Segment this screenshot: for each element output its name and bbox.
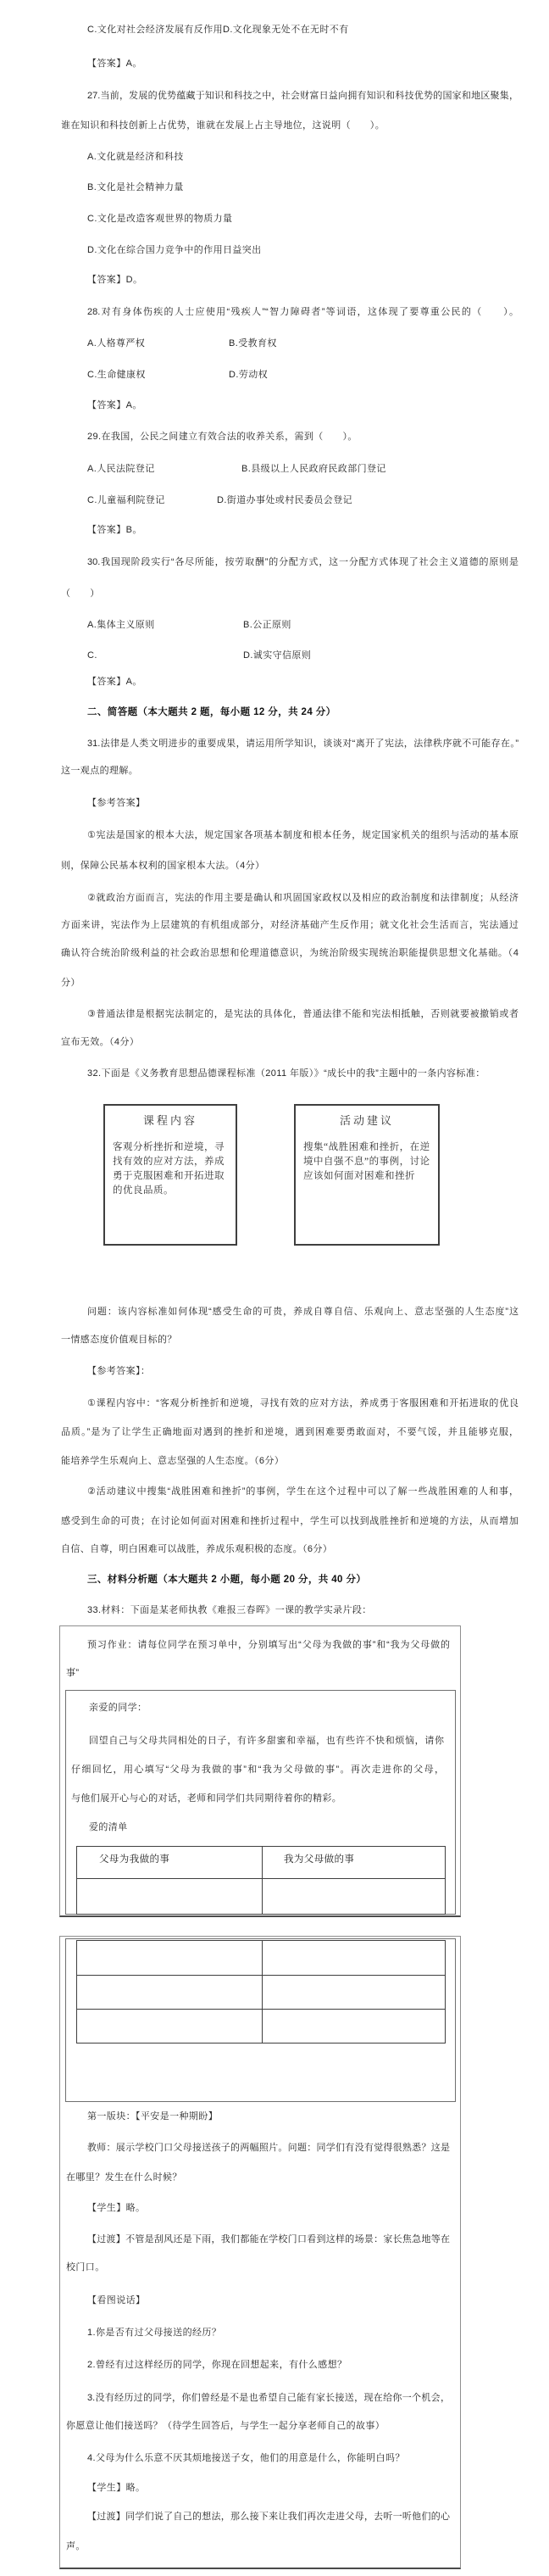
q30-option-a: A.集体主义原则 (87, 620, 155, 630)
section-3-heading: 三、材料分析题（本大题共 2 小题，每小题 20 分，共 40 分） (87, 1575, 367, 1585)
q32-answer-point2-line2: 感受到生命的可贵；在讨论如何面对困难和挫折过程中，学生可以找到战胜挫折和逆境的方法，从而增加 (61, 1516, 518, 1526)
table-column-divider (262, 1941, 263, 2043)
table-header-parents-for-me: 父母为我做的事 (99, 1854, 170, 1865)
section-2-heading: 二、简答题（本大题共 2 题，每小题 12 分，共 24 分） (87, 707, 336, 717)
q27-option-c: C.文化是改造客观世界的物质力量 (87, 214, 233, 224)
student-response-1: 【学生】略。 (87, 2203, 146, 2213)
picture-talk-q1: 1.你是否有过父母接送的经历？ (87, 2328, 222, 2338)
q32-question-line2: 一情感态度价值观目标的？ (61, 1335, 177, 1345)
q26-answer: 【答案】A。 (87, 59, 142, 69)
table-header-me-for-parents: 我为父母做的事 (284, 1854, 355, 1865)
q32-answer-point1-line1: ①课程内容中：“客观分析挫折和逆境，寻找有效的应对方法，养成勇于客服困难和开拓进取的优良 (87, 1398, 518, 1408)
q31-answer-point2-line2: 方面来讲，宪法作为上层建筑的有机组成部分，对经济基础产生反作用；就文化社会生活而言，宪法通过 (61, 920, 518, 930)
q29-option-a: A.人民法院登记 (87, 464, 155, 474)
course-content-body: 客观分析挫折和逆境，寻找有效的应对方法，养成勇于克服困难和开拓进取的优良品质。 (113, 1142, 225, 1196)
q29-option-b: B.县级以上人民政府民政部门登记 (241, 464, 386, 474)
preview-assignment-line1: 预习作业：请每位同学在预习单中，分别填写出“父母为我做的事”和“我为父母做的 (87, 1640, 450, 1650)
q30-option-c: C. (87, 650, 97, 661)
q31-stem-line1: 31.法律是人类文明进步的重要成果，请运用所学知识，谈谈对“离开了宪法，法律秩序就不可能存在。” (87, 739, 518, 749)
activity-suggestion-box (294, 1104, 440, 1246)
transition-line1: 【过渡】不管是刮风还是下雨，我们都能在学校门口看到这样的场景：家长焦急地等在 (87, 2234, 450, 2244)
q30-option-d: D.诚实守信原则 (243, 650, 312, 661)
q30-stem-line2: （ ） (61, 588, 100, 599)
q26-options-cd: C.文化对社会经济发展有反作用D.文化现象无处不在无时不有 (87, 25, 349, 35)
picture-talk-q2: 2.曾经有过这样经历的同学，你现在回想起来，有什么感想？ (87, 2360, 347, 2370)
q27-option-b: B.文化是社会精神力量 (87, 182, 184, 192)
q31-answer-point1-line2: 则，保障公民基本权利的国家根本大法。（4分） (61, 861, 265, 871)
q32-stem: 32.下面是《义务教育思想品德课程标准（2011 年版）》“成长中的我”主题中的一条内容标准： (87, 1068, 485, 1079)
q29-stem: 29.在我国，公民之间建立有效合法的收养关系，需到（ ）。 (87, 432, 358, 442)
table-row-divider (77, 2009, 445, 2010)
q27-option-a: A.文化就是经济和科技 (87, 152, 184, 162)
q33-material-intro: 33.材料：下面是某老师执教《难报三春晖》一课的教学实录片段： (87, 1605, 372, 1615)
q31-answer-point2-line1: ②就政治方面而言，宪法的作用主要是确认和巩固国家政权以及相应的政治制度和法律制度；从经济 (87, 893, 518, 903)
preview-assignment-line2: 事” (66, 1668, 80, 1678)
q31-stem-line2: 这一观点的理解。 (61, 766, 139, 776)
table-row-divider (77, 1878, 445, 1879)
q32-question-line1: 问题：该内容标准如何体现“感受生命的可贵，养成自尊自信、乐观向上、意志坚强的人生态度”这 (87, 1307, 518, 1317)
transition-line2-cont: 声。 (66, 2541, 86, 2551)
q28-answer: 【答案】A。 (87, 400, 142, 410)
transition-line1-cont: 校门口。 (66, 2262, 105, 2272)
q27-stem-line2: 谁在知识和科技创新上占优势，谁就在发展上占主导地位，这说明（ ）。 (61, 120, 385, 131)
q32-answer-point2-line1: ②活动建议中搜集“战胜困难和挫折”的事例，学生在这个过程中可以了解一些战胜困难的人和事， (87, 1486, 518, 1497)
q31-ref-answer-label: 【参考答案】 (87, 798, 146, 808)
block1-heading: 第一版块：【平安是一种期盼】 (87, 2111, 219, 2122)
q31-answer-point2-line3: 确认符合统治阶级利益的社会政治思想和伦理道德意识，为统治阶级实现统治职能提供思想文化基础。（4 (61, 948, 518, 958)
q29-answer: 【答案】B。 (87, 525, 142, 535)
q31-answer-point1-line1: ①宪法是国家的根本大法，规定国家各项基本制度和根本任务，规定国家机关的组织与活动的基本原 (87, 830, 518, 840)
q27-stem-line1: 27.当前，发展的优势蕴藏于知识和科技之中，社会财富日益向拥有知识和科技优势的国家和地区聚集， (87, 91, 518, 101)
q31-answer-point3-line2: 宣布无效。（4分） (61, 1037, 140, 1047)
love-list-table-part2 (76, 1940, 446, 2044)
q30-answer: 【答案】A。 (87, 677, 142, 687)
q31-answer-point2-line4: 分） (61, 978, 80, 988)
q28-stem: 28.对有身体伤疾的人士应使用“残疾人”“智力障碍者”等词语，这体现了要尊重公民的（ ）。 (87, 307, 518, 317)
teacher-line1: 教师：展示学校门口父母接送孩子的两幅照片。问题：同学们有没有觉得很熟悉？这是 (87, 2143, 450, 2153)
q32-answer-point2-line3: 自信、自尊，明白困难可以战胜，养成乐观积极的态度。（6分） (61, 1544, 333, 1554)
q28-option-c: C.生命健康权 (87, 370, 146, 380)
q32-answer-point1-line3: 能培养学生乐观向上、意志坚强的人生态度。（6分） (61, 1456, 285, 1466)
student-response-2: 【学生】略。 (87, 2483, 146, 2493)
activity-suggestion-title: 活动建议 (339, 1114, 394, 1127)
letter-salutation: 亲爱的同学： (89, 1703, 147, 1713)
q28-option-a: A.人格尊严权 (87, 338, 146, 348)
table-row-divider (77, 1975, 445, 1976)
picture-talk-q3-line2: 你愿意让他们接送吗？（待学生回答后，与学生一起分享老师自己的故事） (66, 2421, 385, 2431)
q32-ref-answer-label: 【参考答案】： (87, 1366, 151, 1376)
q30-stem-line1: 30.我国现阶段实行“各尽所能，按劳取酬”的分配方式，这一分配方式体现了社会主义道德的原则是 (87, 557, 518, 567)
course-content-box (103, 1104, 237, 1246)
love-list-label: 爱的清单 (89, 1822, 128, 1832)
transition-line2: 【过渡】同学们说了自己的想法，那么接下来让我们再次走进父母，去听一听他们的心 (87, 2512, 450, 2522)
q30-option-b: B.公正原则 (243, 620, 291, 630)
picture-talk-label: 【看图说话】 (87, 2295, 146, 2306)
letter-line2: 仔细回忆，用心填写“父母为我做的事”和“我为父母做的事”。再次走进你的父母， (71, 1765, 444, 1775)
activity-suggestion-body: 搜集“战胜困难和挫折，在逆境中自强不息”的事例，讨论应该如何面对困难和挫折 (303, 1142, 430, 1181)
picture-talk-q4: 4.父母为什么乐意不厌其烦地接送子女，他们的用意是什么，你能明白吗？ (87, 2453, 405, 2463)
picture-talk-q3-line1: 3.没有经历过的同学，你们曾经是不是也希望自己能有家长接送，现在给你一个机会， (87, 2393, 450, 2403)
table-column-divider (262, 1847, 263, 1914)
q28-option-b: B.受教育权 (229, 338, 277, 348)
letter-line3: 与他们展开心与心的对话，老师和同学们共同期待着你的精彩。 (71, 1793, 342, 1804)
q27-answer: 【答案】D。 (87, 275, 143, 285)
q29-option-c: C.儿童福利院登记 (87, 495, 165, 505)
q28-option-d: D.劳动权 (229, 370, 268, 380)
q27-option-d: D.文化在综合国力竞争中的作用日益突出 (87, 245, 262, 255)
teacher-line2: 在哪里？发生在什么时候？ (66, 2172, 182, 2183)
letter-line1: 回望自己与父母共同相处的日子，有许多甜蜜和幸福，也有些许不快和烦恼，请你 (89, 1736, 444, 1746)
q31-answer-point3-line1: ③普通法律是根据宪法制定的，是宪法的具体化，普通法律不能和宪法相抵触，否则就要被撤销或者 (87, 1009, 518, 1019)
course-content-title: 课程内容 (142, 1114, 197, 1127)
q32-answer-point1-line2: 品质。”是为了让学生正确地面对遇到的挫折和逆境，遇到困难要勇敢面对，不要气馁，并且能够克服， (61, 1427, 518, 1437)
q29-option-d: D.街道办事处或村民委员会登记 (217, 495, 352, 505)
